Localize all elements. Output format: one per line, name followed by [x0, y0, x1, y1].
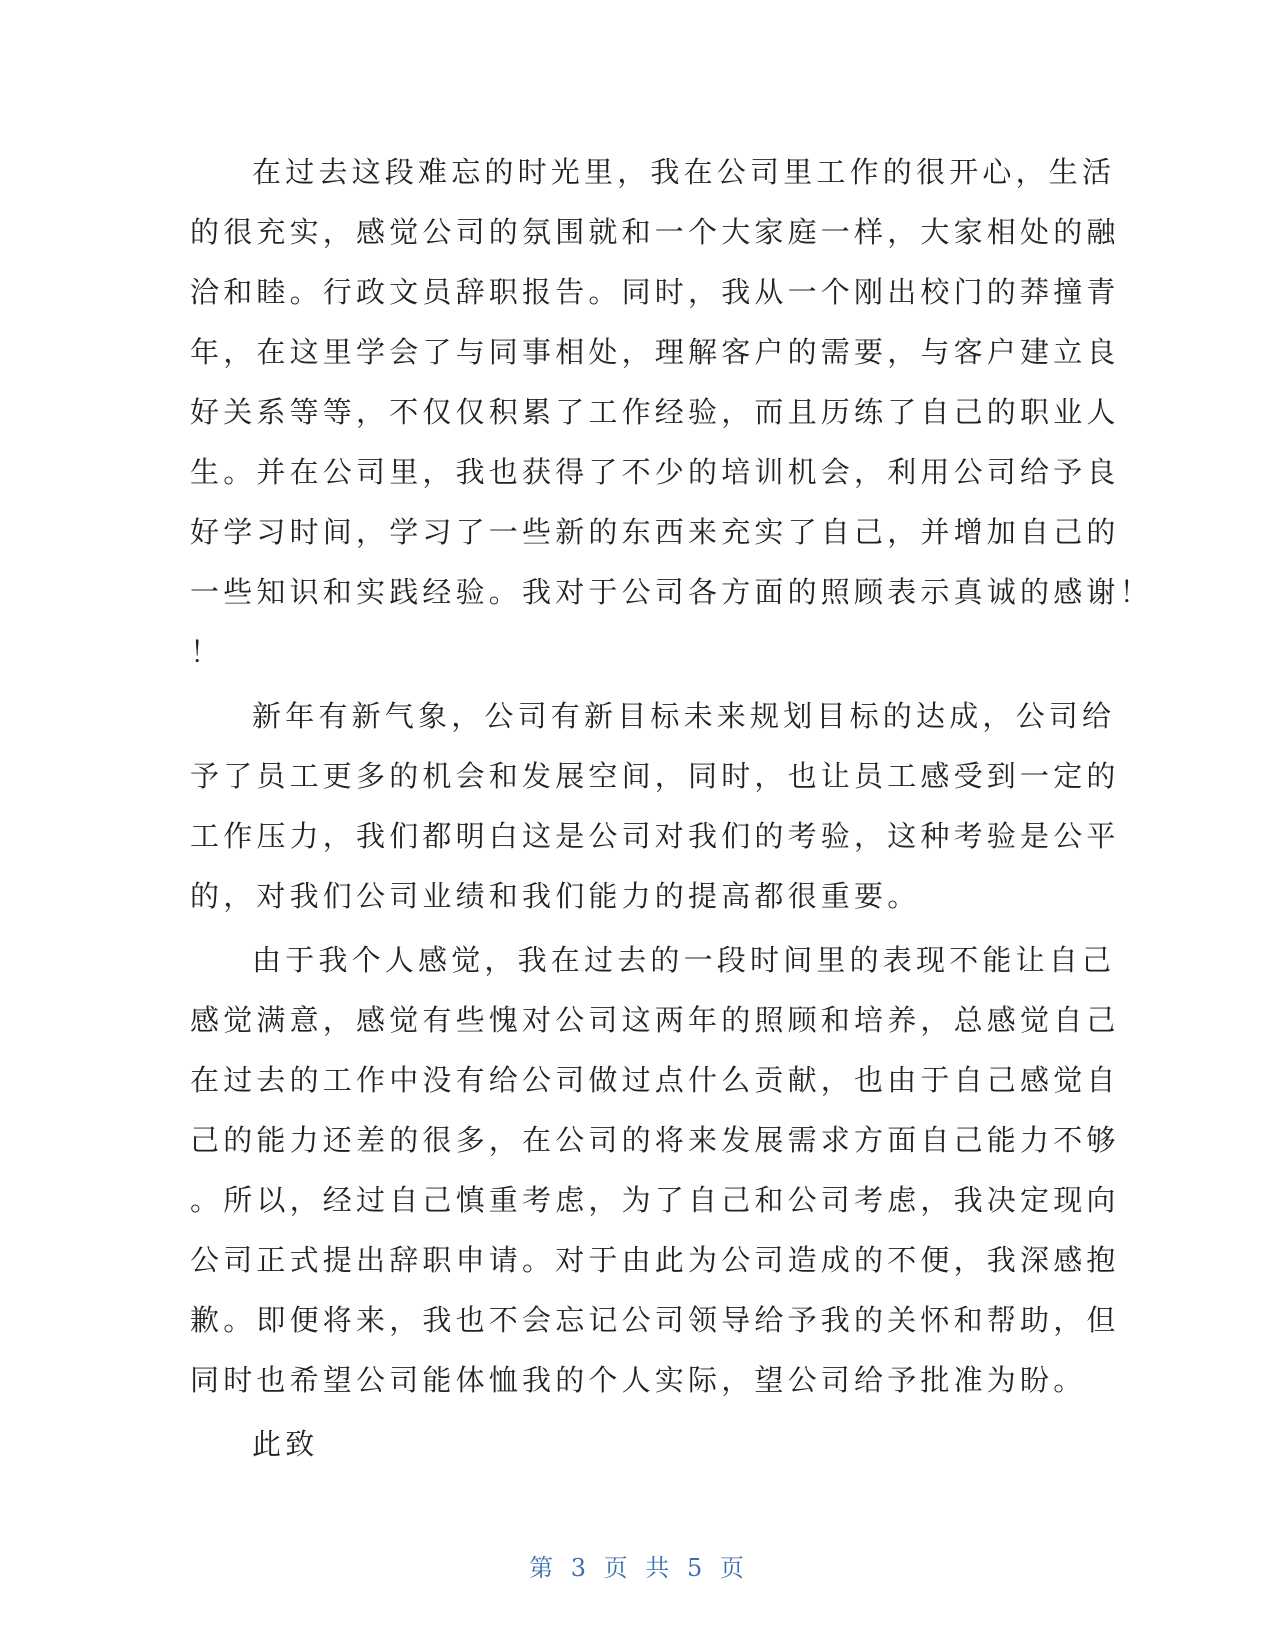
text-line: 予了员工更多的机会和发展空间，同时，也让员工感受到一定的	[190, 759, 1120, 793]
text-line: 好学习时间，学习了一些新的东西来充实了自己，并增加自己的	[190, 515, 1120, 549]
paragraph-1	[190, 142, 1153, 682]
text-line: 。所以，经过自己慎重考虑，为了自己和公司考虑，我决定现向	[190, 1183, 1120, 1217]
page-number-footer: 第 3 页 共 5 页	[529, 1554, 746, 1582]
closing-salutation: 此致	[252, 1427, 319, 1461]
text-line: 生。并在公司里，我也获得了不少的培训机会，利用公司给予良	[190, 455, 1120, 489]
text-line: 好关系等等，不仅仅积累了工作经验，而且历练了自己的职业人	[190, 395, 1120, 429]
text-line: 公司正式提出辞职申请。对于由此为公司造成的不便，我深感抱	[190, 1243, 1120, 1277]
text-line: 在过去的工作中没有给公司做过点什么贡献，也由于自己感觉自	[190, 1063, 1120, 1097]
text-line: 新年有新气象，公司有新目标未来规划目标的达成，公司给	[252, 699, 1116, 733]
document-body	[190, 142, 1153, 1474]
text-line: 的很充实，感觉公司的氛围就和一个大家庭一样，大家相处的融	[190, 215, 1120, 249]
text-line: 歉。即便将来，我也不会忘记公司领导给予我的关怀和帮助，但	[190, 1303, 1120, 1337]
text-line: 同时也希望公司能体恤我的个人实际，望公司给予批准为盼。	[190, 1363, 1087, 1397]
text-line: 年，在这里学会了与同事相处，理解客户的需要，与客户建立良	[190, 335, 1120, 369]
text-line: ！	[190, 635, 224, 669]
text-line: 在过去这段难忘的时光里，我在公司里工作的很开心，生活	[252, 155, 1116, 189]
paragraph-2	[190, 686, 1120, 926]
text-line: 洽和睦。行政文员辞职报告。同时，我从一个刚出校门的莽撞青	[190, 275, 1120, 309]
text-line: 工作压力，我们都明白这是公司对我们的考验，这种考验是公平	[190, 819, 1120, 853]
text-line: 由于我个人感觉，我在过去的一段时间里的表现不能让自己	[252, 943, 1116, 977]
paragraph-closing	[190, 1414, 1075, 1474]
paragraph-3	[190, 930, 1120, 1410]
text-line: 一些知识和实践经验。我对于公司各方面的照顾表示真诚的感谢！	[190, 575, 1153, 609]
text-line: 感觉满意，感觉有些愧对公司这两年的照顾和培养，总感觉自己	[190, 1003, 1120, 1037]
text-line: 的，对我们公司业绩和我们能力的提高都很重要。	[190, 879, 921, 913]
text-line: 己的能力还差的很多，在公司的将来发展需求方面自己能力不够	[190, 1123, 1120, 1157]
